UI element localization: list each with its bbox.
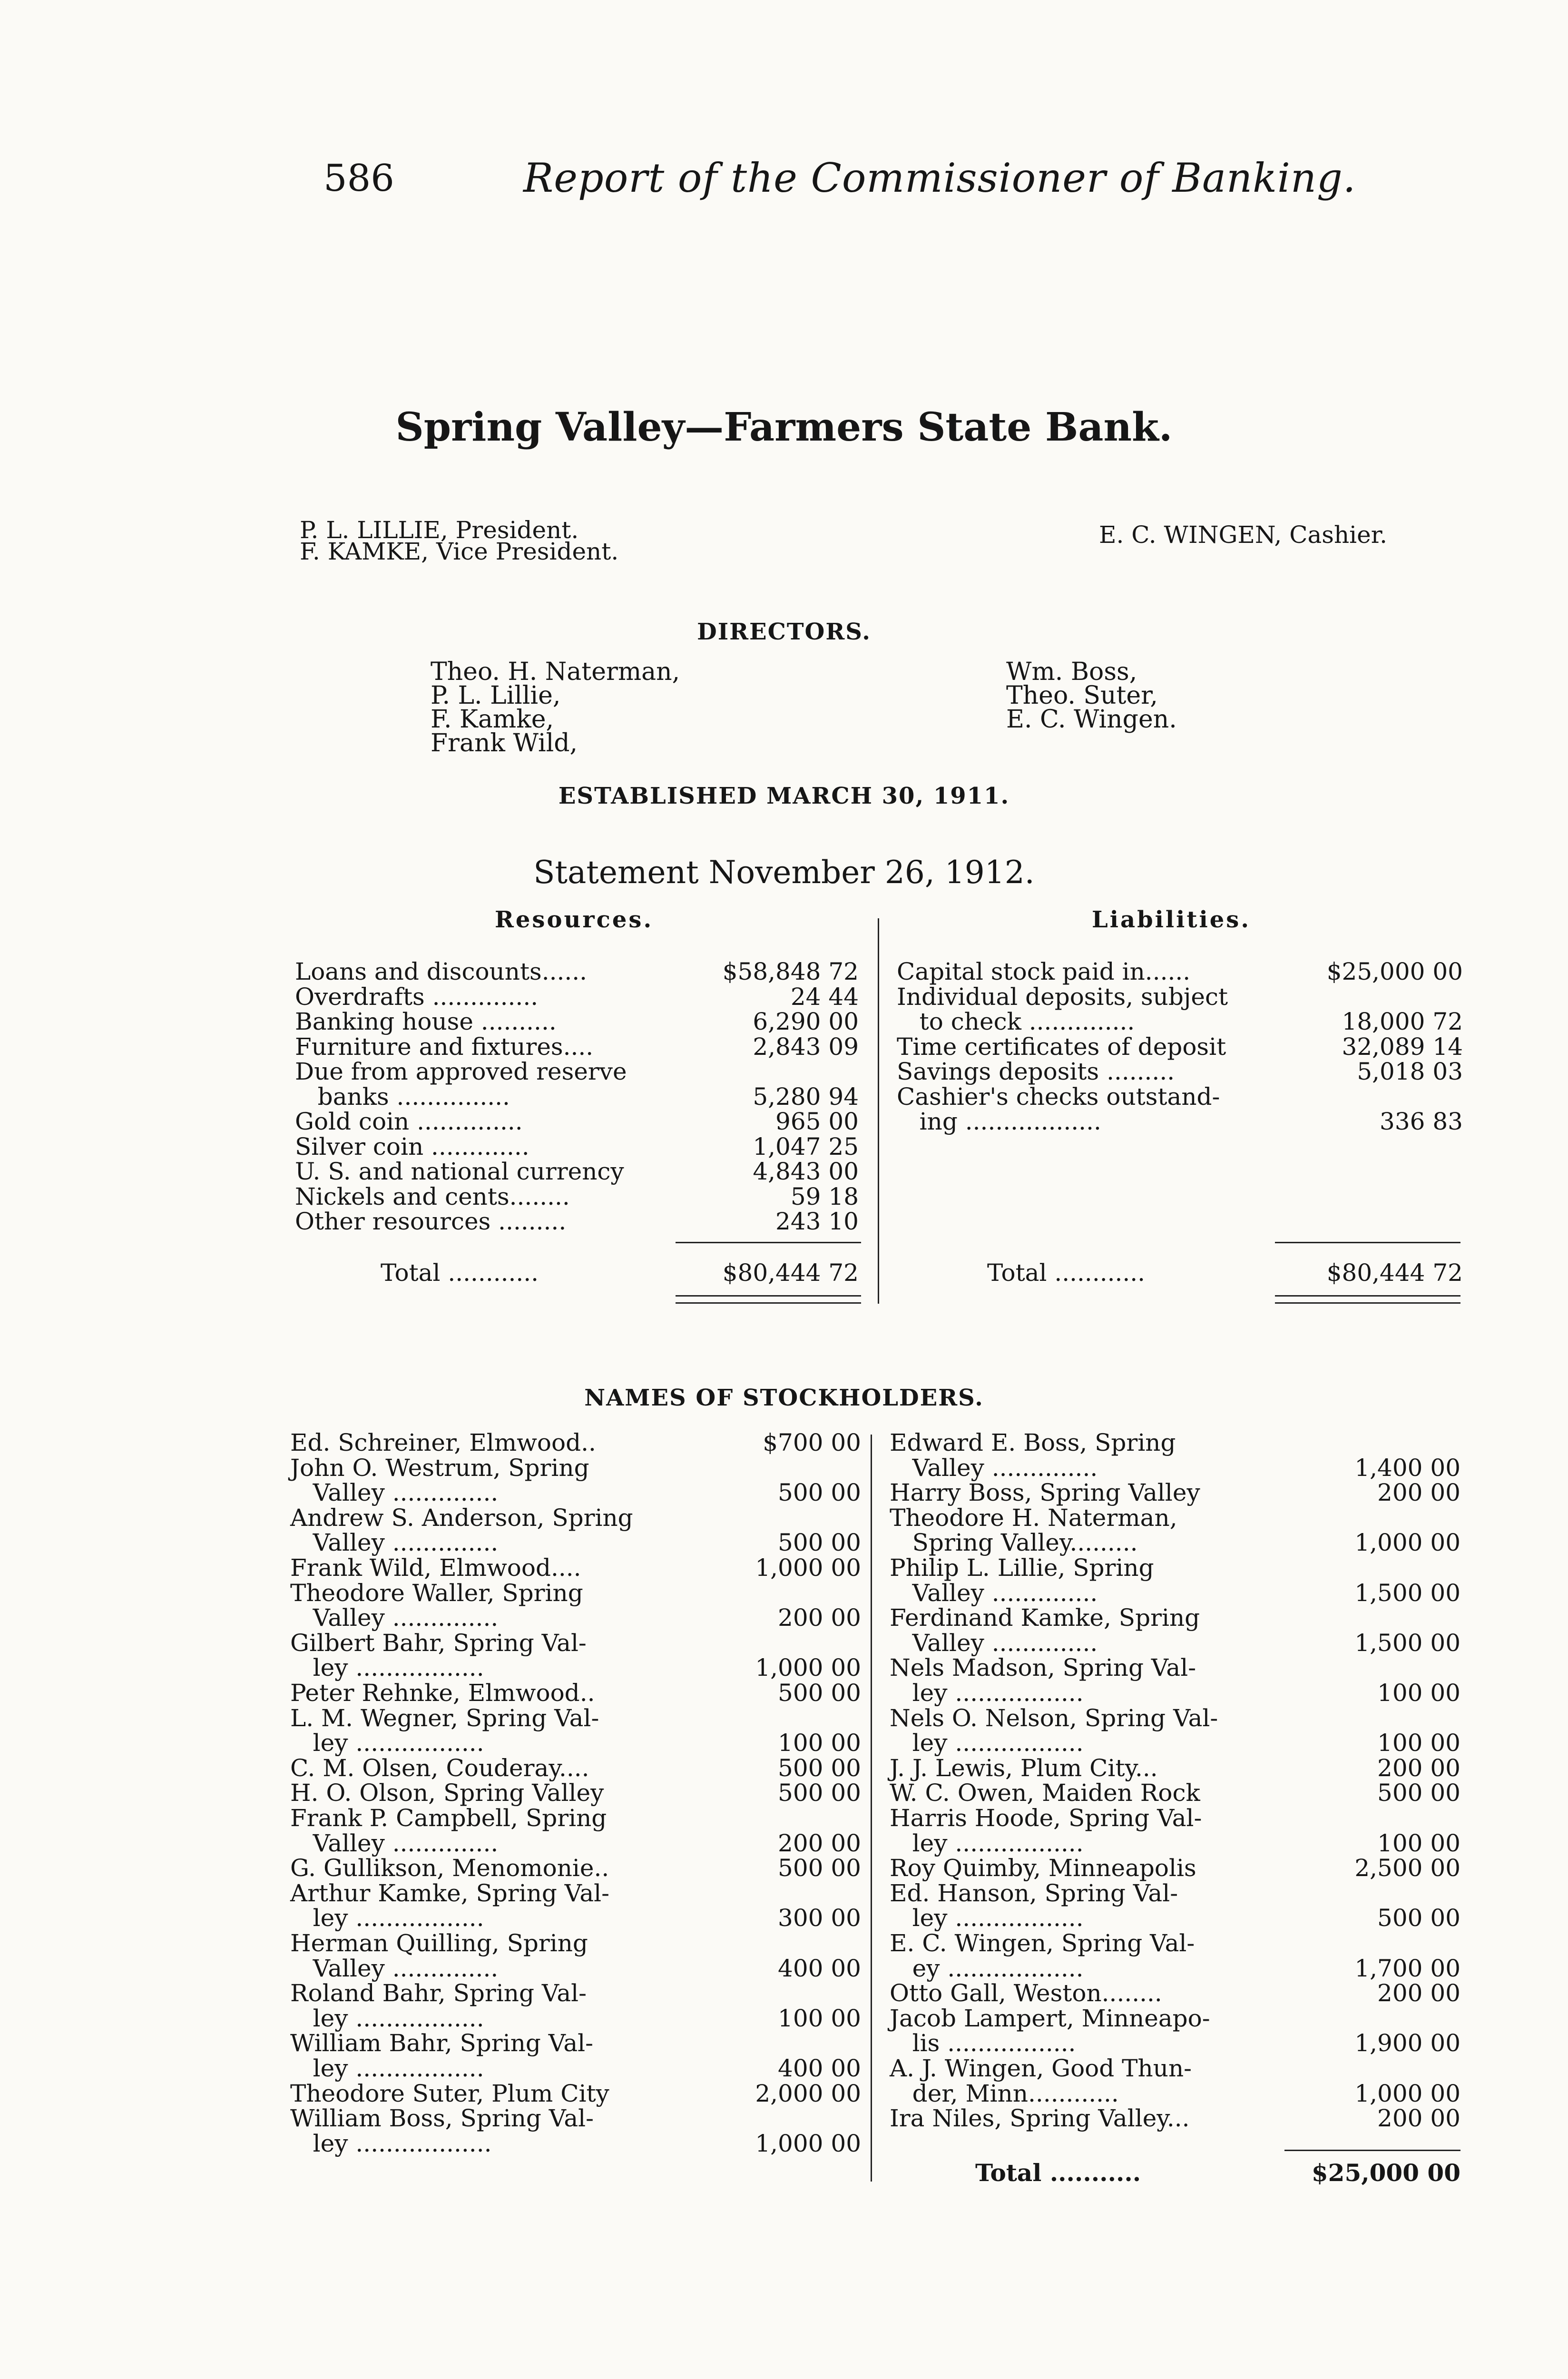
- row-label: Ed. Hanson, Spring Val-: [890, 1879, 1178, 1907]
- row-label: Roland Bahr, Spring Val-: [290, 1979, 587, 2007]
- row-label: Silver coin .............: [295, 1132, 529, 1160]
- row-label: Spring Valley.........: [890, 1529, 1138, 1557]
- officer-cashier: E. C. WINGEN, Cashier.: [1099, 521, 1388, 549]
- row-label: Valley ..............: [890, 1579, 1098, 1607]
- row-label: Loans and discounts......: [295, 958, 588, 985]
- row-label: Ed. Schreiner, Elmwood..: [290, 1429, 596, 1456]
- row-amount: 1,400 00: [1354, 1454, 1460, 1482]
- row-label: Andrew S. Anderson, Spring: [290, 1504, 633, 1532]
- row-label: ley .................: [290, 1729, 484, 1757]
- row-label: Time certificates of deposit: [897, 1032, 1226, 1061]
- row-amount: 4,843 00: [753, 1158, 859, 1185]
- row-amount: $58,848 72: [722, 958, 859, 985]
- row-label: Capital stock paid in......: [897, 958, 1191, 985]
- row-label: G. Gullikson, Menomonie..: [290, 1854, 609, 1882]
- row-label: ley .................: [890, 1904, 1084, 1932]
- row-amount: 1,500 00: [1354, 1629, 1460, 1657]
- row-label: Individual deposits, subject: [897, 983, 1228, 1011]
- row-label: Harry Boss, Spring Valley: [890, 1479, 1200, 1507]
- row-amount: 1,700 00: [1354, 1954, 1460, 1982]
- running-title: Report of the Commissioner of Banking.: [523, 155, 1356, 201]
- row-label: W. C. Owen, Maiden Rock: [890, 1779, 1200, 1807]
- row-amount: 1,000 00: [1354, 2079, 1460, 2107]
- bank-title: Spring Valley—Farmers State Bank.: [395, 404, 1173, 450]
- page-number: 586: [323, 157, 394, 200]
- row-label: Valley ..............: [290, 1604, 499, 1632]
- row-label: ey ..................: [890, 1954, 1084, 1982]
- row-label: ing ..................: [897, 1108, 1101, 1135]
- row-label: Nels Madson, Spring Val-: [890, 1654, 1196, 1682]
- row-amount: 200 00: [1377, 1979, 1460, 2007]
- row-label: U. S. and national currency: [295, 1158, 624, 1185]
- row-label: Philip L. Lillie, Spring: [890, 1554, 1154, 1582]
- row-amount: $700 00: [763, 1429, 861, 1456]
- row-label: Peter Rehnke, Elmwood..: [290, 1679, 595, 1707]
- stockholders-total-rule: [1284, 2150, 1460, 2151]
- row-label: Herman Quilling, Spring: [290, 1929, 588, 1957]
- row-amount: 500 00: [1377, 1904, 1460, 1932]
- row-amount: 1,000 00: [755, 1554, 861, 1582]
- row-amount: 500 00: [1377, 1779, 1460, 1807]
- row-amount: 243 10: [775, 1208, 859, 1235]
- row-label: ley .................: [290, 2055, 484, 2082]
- row-amount: 400 00: [778, 2055, 861, 2082]
- row-amount: 1,500 00: [1354, 1579, 1460, 1607]
- row-amount: 59 18: [790, 1182, 859, 1210]
- resources-total-label: Total ............: [381, 1259, 539, 1287]
- row-label: ley .................: [290, 1904, 484, 1932]
- row-amount: 500 00: [778, 1529, 861, 1557]
- row-label: Valley ..............: [290, 1479, 499, 1507]
- row-label: Due from approved reserve: [295, 1058, 627, 1085]
- row-amount: 2,843 09: [753, 1032, 859, 1061]
- row-label: ley .................: [890, 1829, 1084, 1857]
- row-label: ley ..................: [290, 2129, 492, 2157]
- row-label: Frank P. Campbell, Spring: [290, 1804, 607, 1832]
- row-label: ley .................: [890, 1729, 1084, 1757]
- row-label: Valley ..............: [890, 1454, 1098, 1482]
- row-amount: 100 00: [1377, 1729, 1460, 1757]
- row-amount: 100 00: [778, 2004, 861, 2032]
- officer-president: P. L. LILLIE, President.: [300, 516, 579, 544]
- liabilities-total-rule: [1275, 1242, 1460, 1243]
- row-label: Gilbert Bahr, Spring Val-: [290, 1629, 587, 1657]
- row-label: der, Minn............: [890, 2079, 1119, 2107]
- row-amount: 336 83: [1380, 1108, 1463, 1135]
- row-amount: 1,000 00: [755, 2129, 861, 2157]
- row-label: Furniture and fixtures....: [295, 1032, 594, 1061]
- row-label: John O. Westrum, Spring: [290, 1454, 589, 1482]
- row-amount: 965 00: [775, 1108, 859, 1135]
- row-amount: 500 00: [778, 1779, 861, 1807]
- row-amount: 100 00: [1377, 1679, 1460, 1707]
- director-name: Wm. Boss,: [1006, 658, 1137, 686]
- row-label: Nels O. Nelson, Spring Val-: [890, 1704, 1218, 1732]
- liabilities-heading: Liabilities.: [1092, 906, 1251, 933]
- row-amount: 500 00: [778, 1679, 861, 1707]
- liabilities-total-label: Total ............: [987, 1259, 1146, 1287]
- row-label: Theodore Suter, Plum City: [290, 2079, 609, 2107]
- row-amount: 1,900 00: [1354, 2029, 1460, 2057]
- director-name: P. L. Lillie,: [431, 681, 561, 710]
- row-label: Ira Niles, Spring Valley...: [890, 2104, 1190, 2133]
- director-name: Theo. Suter,: [1006, 681, 1158, 710]
- row-label: Banking house ..........: [295, 1008, 557, 1035]
- row-label: Ferdinand Kamke, Spring: [890, 1604, 1200, 1632]
- director-name: F. Kamke,: [431, 705, 554, 734]
- row-amount: 2,000 00: [755, 2079, 861, 2107]
- resources-heading: Resources.: [495, 906, 654, 933]
- row-label: Jacob Lampert, Minneapo-: [890, 2004, 1210, 2032]
- row-amount: 200 00: [778, 1604, 861, 1632]
- row-label: L. M. Wegner, Spring Val-: [290, 1704, 599, 1732]
- row-amount: 200 00: [1377, 2104, 1460, 2133]
- row-amount: 100 00: [1377, 1829, 1460, 1857]
- row-label: ley .................: [890, 1679, 1084, 1707]
- row-amount: 500 00: [778, 1754, 861, 1782]
- row-label: Cashier's checks outstand-: [897, 1082, 1220, 1111]
- row-label: Overdrafts ..............: [295, 983, 539, 1011]
- row-label: Other resources .........: [295, 1208, 567, 1235]
- row-amount: 1,000 00: [755, 1654, 861, 1682]
- row-label: E. C. Wingen, Spring Val-: [890, 1929, 1195, 1957]
- row-label: lis .................: [890, 2029, 1076, 2057]
- stockholders-heading: NAMES OF STOCKHOLDERS.: [584, 1385, 984, 1411]
- resources-total-double-rule: [676, 1295, 861, 1304]
- director-name: E. C. Wingen.: [1006, 705, 1177, 734]
- row-label: banks ...............: [295, 1082, 510, 1111]
- officer-vice-president: F. KAMKE, Vice President.: [300, 538, 619, 565]
- row-amount: 1,000 00: [1354, 1529, 1460, 1557]
- resources-total-amount: $80,444 72: [722, 1259, 859, 1287]
- row-label: Valley ..............: [290, 1829, 499, 1857]
- row-label: Theodore Waller, Spring: [290, 1579, 583, 1607]
- row-label: Nickels and cents........: [295, 1182, 570, 1210]
- row-amount: 6,290 00: [753, 1008, 859, 1035]
- row-amount: 500 00: [778, 1479, 861, 1507]
- row-amount: $25,000 00: [1326, 958, 1463, 985]
- row-label: Roy Quimby, Minneapolis: [890, 1854, 1196, 1882]
- row-label: Valley ..............: [290, 1954, 499, 1982]
- row-label: ley .................: [290, 2004, 484, 2032]
- row-label: H. O. Olson, Spring Valley: [290, 1779, 604, 1807]
- row-amount: 200 00: [1377, 1479, 1460, 1507]
- row-label: Valley ..............: [290, 1529, 499, 1557]
- statement-column-divider: [878, 918, 879, 1304]
- row-amount: 2,500 00: [1354, 1854, 1460, 1882]
- established-date: ESTABLISHED MARCH 30, 1911.: [558, 783, 1010, 809]
- director-name: Theo. H. Naterman,: [431, 658, 680, 686]
- row-amount: 1,047 25: [753, 1132, 859, 1160]
- statement-title: Statement November 26, 1912.: [533, 854, 1035, 891]
- row-label: A. J. Wingen, Good Thun-: [890, 2055, 1192, 2082]
- row-label: Valley ..............: [890, 1629, 1098, 1657]
- row-amount: 18,000 72: [1342, 1008, 1463, 1035]
- liabilities-total-double-rule: [1275, 1295, 1460, 1304]
- resources-total-rule: [676, 1242, 861, 1243]
- row-amount: 24 44: [790, 983, 859, 1011]
- director-name: Frank Wild,: [431, 729, 578, 757]
- row-amount: 5,280 94: [753, 1082, 859, 1111]
- row-amount: 200 00: [778, 1829, 861, 1857]
- row-label: William Boss, Spring Val-: [290, 2104, 594, 2133]
- row-label: Gold coin ..............: [295, 1108, 523, 1135]
- row-label: Theodore H. Naterman,: [890, 1504, 1177, 1532]
- row-label: C. M. Olsen, Couderay....: [290, 1754, 589, 1782]
- stockholders-total-label: Total ...........: [975, 2159, 1141, 2187]
- row-label: to check ..............: [897, 1008, 1135, 1035]
- row-label: Savings deposits .........: [897, 1058, 1175, 1085]
- row-label: Arthur Kamke, Spring Val-: [290, 1879, 610, 1907]
- stockholders-total-amount: $25,000 00: [1311, 2159, 1460, 2187]
- row-amount: 300 00: [778, 1904, 861, 1932]
- row-amount: 100 00: [778, 1729, 861, 1757]
- row-amount: 500 00: [778, 1854, 861, 1882]
- row-amount: 32,089 14: [1342, 1032, 1463, 1061]
- stockholders-column-divider: [871, 1435, 872, 2182]
- row-amount: 200 00: [1377, 1754, 1460, 1782]
- row-amount: 5,018 03: [1357, 1058, 1463, 1085]
- liabilities-total-amount: $80,444 72: [1326, 1259, 1463, 1287]
- row-label: Edward E. Boss, Spring: [890, 1429, 1176, 1456]
- row-label: ley .................: [290, 1654, 484, 1682]
- row-label: Frank Wild, Elmwood....: [290, 1554, 581, 1582]
- directors-heading: DIRECTORS.: [697, 619, 871, 645]
- row-label: J. J. Lewis, Plum City...: [890, 1754, 1158, 1782]
- row-label: Harris Hoode, Spring Val-: [890, 1804, 1202, 1832]
- row-amount: 400 00: [778, 1954, 861, 1982]
- row-label: William Bahr, Spring Val-: [290, 2029, 594, 2057]
- row-label: Otto Gall, Weston........: [890, 1979, 1162, 2007]
